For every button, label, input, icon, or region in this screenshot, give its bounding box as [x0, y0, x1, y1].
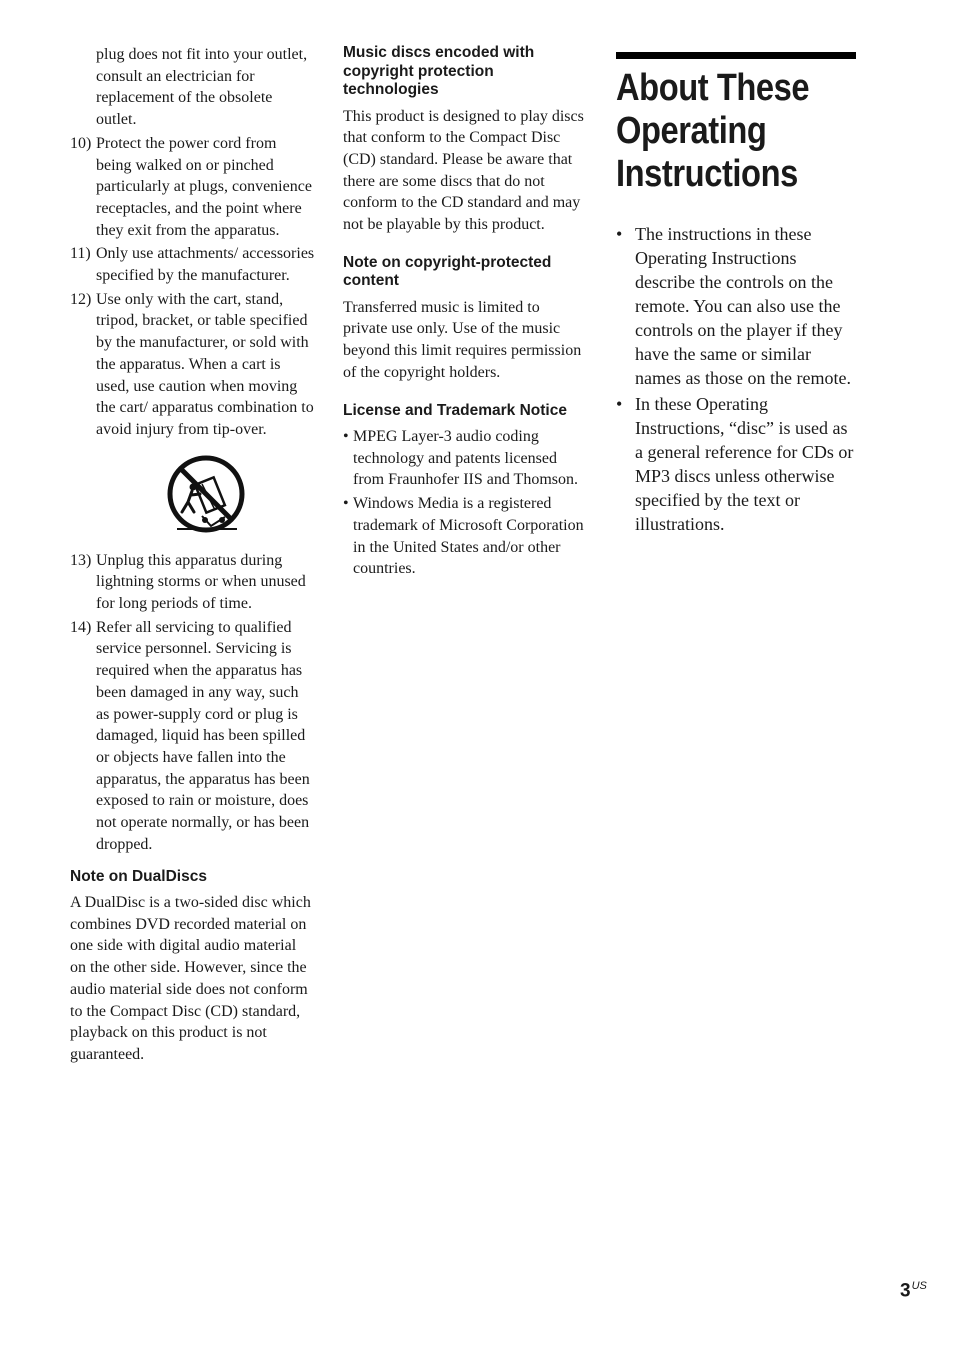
bullet-text: Windows Media is a registered trademark of Microsoft Corporation in the United States and/or other countries.: [353, 495, 584, 578]
list-item: [70, 133, 315, 242]
license-list: [343, 426, 585, 580]
item-number: 10): [70, 134, 92, 152]
page-number: [900, 1280, 927, 1302]
item-number: 12): [70, 290, 92, 308]
list-item: [616, 222, 856, 390]
page-number-value: 3: [900, 1280, 911, 1302]
list-item: [70, 243, 315, 286]
item-text: Protect the power cord from being walked on or pinched particularly at plugs, convenience receptacles, and the point where they exit from the apparatus.: [96, 134, 312, 239]
bullet-text: The instructions in these Operating Instructions describe the controls on the remote. You can also use the controls on the player if they have the same or similar names as those on the remote.: [635, 224, 851, 388]
column-left: [70, 44, 315, 1084]
cart-tip-over-warning-icon: [165, 454, 247, 536]
list-item: [70, 289, 315, 441]
continuation-text: plug does not fit into your outlet, consult an electrician for replacement of the obsolete outlet.: [96, 46, 308, 129]
title-rule: [616, 52, 856, 59]
dualdisc-heading: Note on DualDiscs: [70, 867, 207, 885]
music-discs-section: [343, 44, 585, 236]
safety-list-b: [70, 550, 315, 856]
item-number: 11): [70, 245, 91, 263]
music-discs-heading: Music discs encoded with copyright protection technologies: [343, 44, 535, 98]
bullet-text: MPEG Layer-3 audio coding technology and patents licensed from Fraunhofer IIS and Thomson.: [353, 428, 578, 489]
bullet-icon: •: [616, 224, 623, 244]
dualdisc-body: A DualDisc is a two-sided disc which combines DVD recorded material on one side with digital audio material on the other side. However, since the audio material side does not conform to the Compact Disc (CD) standard, playback on this product is not guaranteed.: [70, 894, 311, 1063]
instructions-list: [616, 222, 856, 536]
bullet-text: In these Operating Instructions, “disc” is used as a general reference for CDs or MP3 discs unless otherwise specified by the text or illustrations.: [635, 394, 854, 534]
list-item: [343, 426, 585, 491]
item-text: Unplug this apparatus during lightning storms or when unused for long periods of time.: [96, 551, 306, 613]
copyright-body: Transferred music is limited to private use only. Use of the music beyond this limit requires permission of the copyright holders.: [343, 298, 582, 381]
copyright-section: [343, 254, 585, 384]
bullet-icon: •: [343, 495, 349, 513]
license-section: [343, 402, 585, 580]
page-region-suffix: US: [911, 1280, 927, 1292]
column-middle: [343, 44, 585, 598]
copyright-heading: Note on copyright-protected content: [343, 253, 552, 290]
item-text: Only use attachments/ accessories specified by the manufacturer.: [96, 245, 315, 285]
item-text: Use only with the cart, stand, tripod, bracket, or table specified by the manufacturer, or sold with the apparatus. When a cart is used, use caution when moving the cart/ apparatus combination to avoid injury from tip-over.: [96, 290, 314, 438]
bullet-icon: •: [616, 394, 623, 414]
cart-warning-figure: [96, 454, 315, 536]
item-text: Refer all servicing to qualified service personnel. Servicing is required when the apparatus has been damaged in any way, such as power-supply cord or plug is damaged, liquid has been spilled or objects have fallen into the apparatus, the apparatus has been exposed to rain or moisture, does not operate normally, or has been dropped.: [96, 618, 310, 853]
item-number: 14): [70, 618, 92, 636]
music-discs-body: This product is designed to play discs that conform to the Compact Disc (CD) standard. Please be aware that there are some discs that do not conform to the CD standard and may not be playable by this product.: [343, 107, 584, 234]
page-title: About These Operating Instructions: [616, 67, 810, 195]
dualdisc-section: [70, 868, 315, 1066]
bullet-icon: •: [343, 428, 349, 446]
license-heading: License and Trademark Notice: [343, 401, 567, 419]
list-item: [616, 392, 856, 536]
list-item: [343, 493, 585, 580]
item-number: 13): [70, 551, 92, 569]
list-item: [70, 617, 315, 856]
safety-list-a: [70, 133, 315, 441]
list-item: [70, 550, 315, 615]
column-right: [616, 44, 856, 538]
